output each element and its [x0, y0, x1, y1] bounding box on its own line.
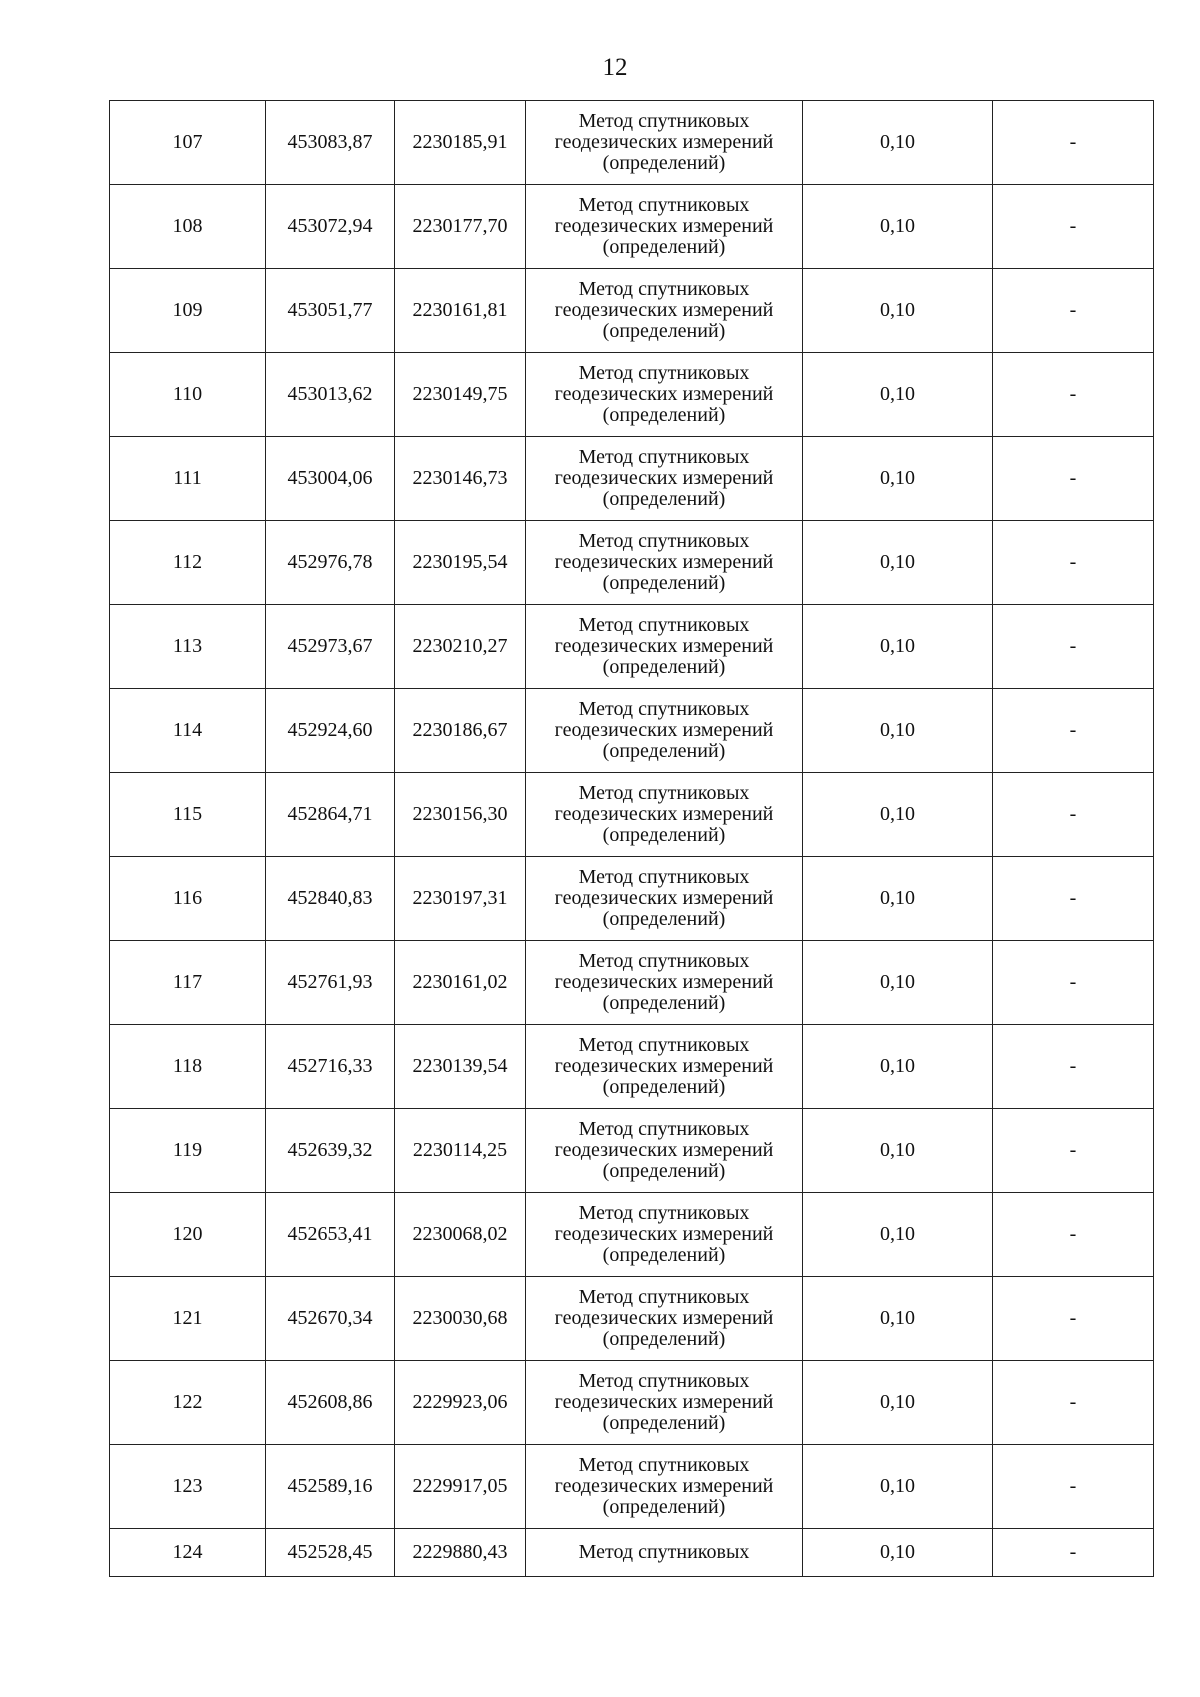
- point-number-cell: 119: [110, 1109, 266, 1193]
- accuracy-cell: 0,10: [803, 521, 993, 605]
- note-cell: -: [993, 1361, 1154, 1445]
- y-coordinate-cell: 2229917,05: [395, 1445, 526, 1529]
- y-coordinate-cell: 2230186,67: [395, 689, 526, 773]
- point-number-cell: 118: [110, 1025, 266, 1109]
- method-cell: Метод спутниковых геодезических измерений (определений): [526, 689, 803, 773]
- method-cell: Метод спутниковых геодезических измерений (определений): [526, 857, 803, 941]
- y-coordinate-cell: 2230114,25: [395, 1109, 526, 1193]
- x-coordinate-cell: 452976,78: [266, 521, 395, 605]
- table-row: [110, 857, 1154, 941]
- y-coordinate-cell: 2229880,43: [395, 1529, 526, 1577]
- note-cell: -: [993, 353, 1154, 437]
- y-coordinate-cell: 2230185,91: [395, 101, 526, 185]
- y-coordinate-cell: 2230210,27: [395, 605, 526, 689]
- x-coordinate-cell: 452864,71: [266, 773, 395, 857]
- note-cell: -: [993, 185, 1154, 269]
- point-number-cell: 115: [110, 773, 266, 857]
- point-number-cell: 122: [110, 1361, 266, 1445]
- table-row: [110, 689, 1154, 773]
- table-row: [110, 1193, 1154, 1277]
- x-coordinate-cell: 452924,60: [266, 689, 395, 773]
- point-number-cell: 114: [110, 689, 266, 773]
- method-cell: Метод спутниковых геодезических измерений (определений): [526, 521, 803, 605]
- note-cell: -: [993, 1025, 1154, 1109]
- x-coordinate-cell: 452716,33: [266, 1025, 395, 1109]
- point-number-cell: 113: [110, 605, 266, 689]
- method-cell: Метод спутниковых геодезических измерений (определений): [526, 353, 803, 437]
- y-coordinate-cell: 2230195,54: [395, 521, 526, 605]
- x-coordinate-cell: 453083,87: [266, 101, 395, 185]
- x-coordinate-cell: 453013,62: [266, 353, 395, 437]
- accuracy-cell: 0,10: [803, 1277, 993, 1361]
- y-coordinate-cell: 2230161,81: [395, 269, 526, 353]
- table-row: [110, 521, 1154, 605]
- note-cell: -: [993, 101, 1154, 185]
- y-coordinate-cell: 2230161,02: [395, 941, 526, 1025]
- accuracy-cell: 0,10: [803, 353, 993, 437]
- accuracy-cell: 0,10: [803, 773, 993, 857]
- coordinates-table-body: [110, 101, 1154, 1577]
- note-cell: -: [993, 689, 1154, 773]
- page-number: 12: [602, 54, 628, 81]
- method-cell: Метод спутниковых геодезических измерений (определений): [526, 185, 803, 269]
- point-number-cell: 121: [110, 1277, 266, 1361]
- x-coordinate-cell: 452670,34: [266, 1277, 395, 1361]
- y-coordinate-cell: 2230197,31: [395, 857, 526, 941]
- point-number-cell: 109: [110, 269, 266, 353]
- method-cell: Метод спутниковых геодезических измерений (определений): [526, 1025, 803, 1109]
- accuracy-cell: 0,10: [803, 1025, 993, 1109]
- table-row: [110, 269, 1154, 353]
- note-cell: -: [993, 1445, 1154, 1529]
- point-number-cell: 112: [110, 521, 266, 605]
- y-coordinate-cell: 2230030,68: [395, 1277, 526, 1361]
- point-number-cell: 117: [110, 941, 266, 1025]
- accuracy-cell: 0,10: [803, 941, 993, 1025]
- table-row: [110, 353, 1154, 437]
- note-cell: -: [993, 1277, 1154, 1361]
- note-cell: -: [993, 857, 1154, 941]
- note-cell: -: [993, 437, 1154, 521]
- point-number-cell: 108: [110, 185, 266, 269]
- accuracy-cell: 0,10: [803, 1361, 993, 1445]
- accuracy-cell: 0,10: [803, 101, 993, 185]
- method-cell: Метод спутниковых геодезических измерений (определений): [526, 773, 803, 857]
- accuracy-cell: 0,10: [803, 1193, 993, 1277]
- y-coordinate-cell: 2230156,30: [395, 773, 526, 857]
- accuracy-cell: 0,10: [803, 605, 993, 689]
- x-coordinate-cell: 452528,45: [266, 1529, 395, 1577]
- table-row: [110, 941, 1154, 1025]
- table-row: [110, 185, 1154, 269]
- y-coordinate-cell: 2230149,75: [395, 353, 526, 437]
- table-row: [110, 1445, 1154, 1529]
- table-row: [110, 773, 1154, 857]
- y-coordinate-cell: 2230146,73: [395, 437, 526, 521]
- table-row: [110, 1109, 1154, 1193]
- point-number-cell: 110: [110, 353, 266, 437]
- point-number-cell: 116: [110, 857, 266, 941]
- table-row: [110, 1361, 1154, 1445]
- coordinates-table: [109, 100, 1154, 1577]
- method-cell: Метод спутниковых геодезических измерений (определений): [526, 941, 803, 1025]
- table-row: [110, 1529, 1154, 1577]
- x-coordinate-cell: 453072,94: [266, 185, 395, 269]
- point-number-cell: 107: [110, 101, 266, 185]
- note-cell: -: [993, 269, 1154, 353]
- accuracy-cell: 0,10: [803, 185, 993, 269]
- x-coordinate-cell: 452589,16: [266, 1445, 395, 1529]
- accuracy-cell: 0,10: [803, 1445, 993, 1529]
- point-number-cell: 124: [110, 1529, 266, 1577]
- accuracy-cell: 0,10: [803, 269, 993, 353]
- accuracy-cell: 0,10: [803, 689, 993, 773]
- accuracy-cell: 0,10: [803, 1529, 993, 1577]
- method-cell: Метод спутниковых геодезических измерений (определений): [526, 1109, 803, 1193]
- y-coordinate-cell: 2230139,54: [395, 1025, 526, 1109]
- x-coordinate-cell: 453051,77: [266, 269, 395, 353]
- note-cell: -: [993, 1109, 1154, 1193]
- method-cell: Метод спутниковых геодезических измерений (определений): [526, 1445, 803, 1529]
- note-cell: -: [993, 521, 1154, 605]
- y-coordinate-cell: 2229923,06: [395, 1361, 526, 1445]
- x-coordinate-cell: 452840,83: [266, 857, 395, 941]
- method-cell: Метод спутниковых геодезических измерений (определений): [526, 1361, 803, 1445]
- note-cell: -: [993, 605, 1154, 689]
- method-cell: Метод спутниковых геодезических измерений (определений): [526, 1277, 803, 1361]
- accuracy-cell: 0,10: [803, 1109, 993, 1193]
- table-row: [110, 1025, 1154, 1109]
- table-row: [110, 605, 1154, 689]
- table-row: [110, 1277, 1154, 1361]
- note-cell: -: [993, 1529, 1154, 1577]
- note-cell: -: [993, 1193, 1154, 1277]
- x-coordinate-cell: 453004,06: [266, 437, 395, 521]
- y-coordinate-cell: 2230068,02: [395, 1193, 526, 1277]
- x-coordinate-cell: 452761,93: [266, 941, 395, 1025]
- point-number-cell: 120: [110, 1193, 266, 1277]
- note-cell: -: [993, 773, 1154, 857]
- table-row: [110, 437, 1154, 521]
- y-coordinate-cell: 2230177,70: [395, 185, 526, 269]
- x-coordinate-cell: 452653,41: [266, 1193, 395, 1277]
- method-cell: Метод спутниковых геодезических измерений (определений): [526, 101, 803, 185]
- point-number-cell: 111: [110, 437, 266, 521]
- x-coordinate-cell: 452608,86: [266, 1361, 395, 1445]
- method-cell: Метод спутниковых: [526, 1529, 803, 1577]
- accuracy-cell: 0,10: [803, 437, 993, 521]
- method-cell: Метод спутниковых геодезических измерений (определений): [526, 437, 803, 521]
- method-cell: Метод спутниковых геодезических измерений (определений): [526, 1193, 803, 1277]
- note-cell: -: [993, 941, 1154, 1025]
- method-cell: Метод спутниковых геодезических измерений (определений): [526, 269, 803, 353]
- x-coordinate-cell: 452639,32: [266, 1109, 395, 1193]
- x-coordinate-cell: 452973,67: [266, 605, 395, 689]
- accuracy-cell: 0,10: [803, 857, 993, 941]
- table-row: [110, 101, 1154, 185]
- method-cell: Метод спутниковых геодезических измерений (определений): [526, 605, 803, 689]
- point-number-cell: 123: [110, 1445, 266, 1529]
